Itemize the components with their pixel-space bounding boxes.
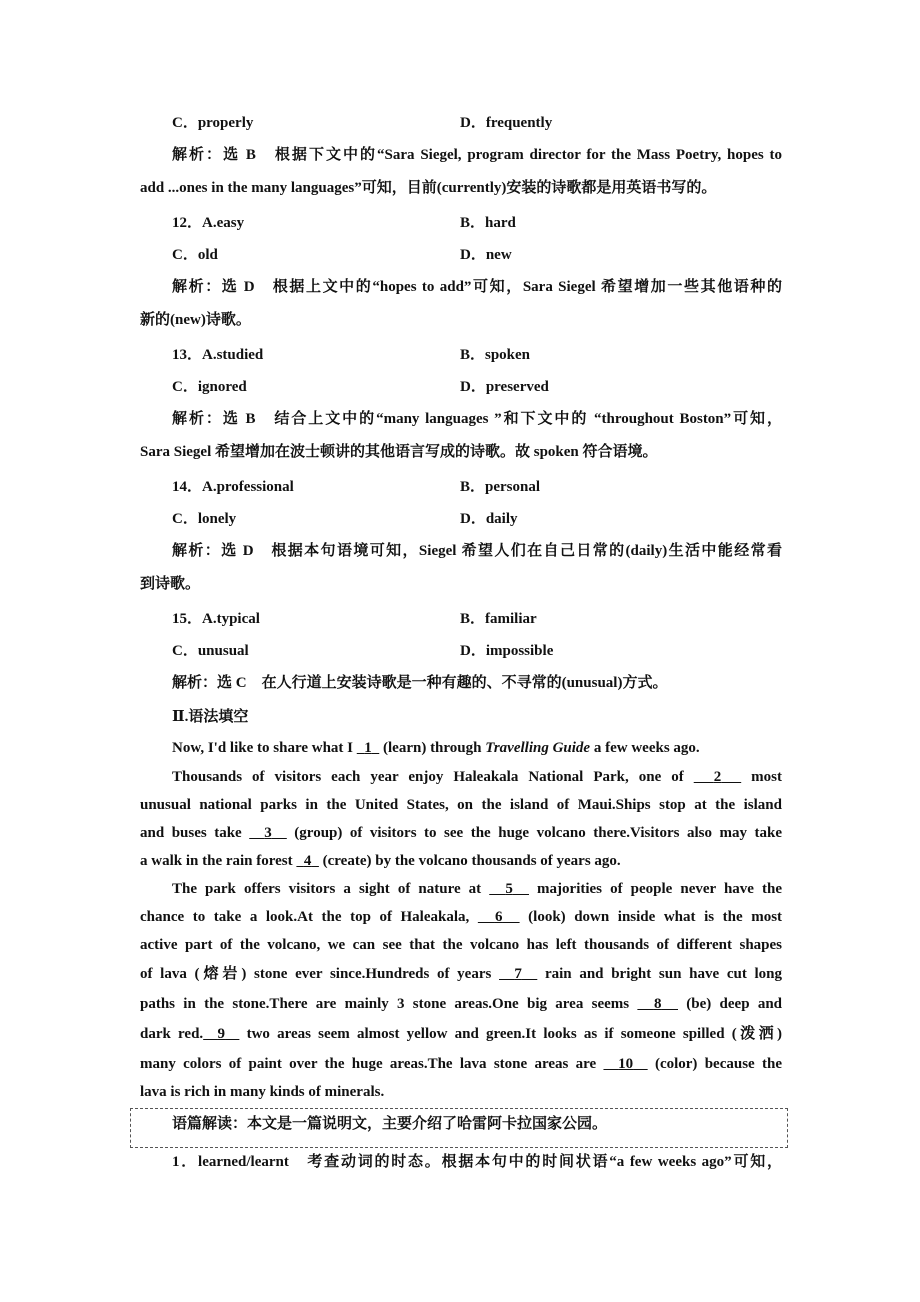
book-title: Travelling Guide: [485, 740, 591, 756]
q12-option-c: C．old: [172, 247, 218, 263]
passage-text: (be) deep and: [678, 996, 783, 1012]
q15-option-c: C．unusual: [172, 643, 249, 659]
blank-4: [296, 853, 319, 869]
section-heading: Ⅱ.语法填空: [172, 709, 249, 725]
passage-line-2: [172, 767, 782, 787]
blank-number: 5: [505, 881, 513, 897]
q14-option-a: 14．A.professional: [172, 479, 294, 495]
blank-2: [694, 769, 741, 785]
reading-note: 语篇解读：本文是一篇说明文，主要介绍了哈雷阿卡拉国家公园。: [172, 1116, 608, 1132]
passage-line-1: [172, 738, 782, 758]
passage-text: (color) because the: [647, 1056, 783, 1072]
blank-8: [637, 996, 678, 1012]
q14-explanation-2: 到诗歌。: [140, 576, 201, 592]
passage-text: paths in the stone.There are mainly 3 stone areas.One big area seems: [140, 996, 638, 1012]
q11-option-c: C．properly: [172, 115, 254, 131]
q12-option-a: 12．A.easy: [172, 215, 245, 231]
blank-number: 8: [653, 996, 662, 1012]
passage-line-5: [140, 851, 782, 871]
blank-10: [603, 1056, 647, 1072]
passage-text: majorities of people never have the: [528, 881, 783, 897]
q12-explanation-1: 解析：选 D 根据上文中的“hopes to add”可知，Sara Siegel 希望增加一些其他语种的: [172, 279, 782, 295]
passage-line-11: [140, 1024, 782, 1044]
q12-explanation-2: 新的(new)诗歌。: [140, 312, 251, 328]
q13-explanation-1: 解析：选 B 结合上文中的“many languages ”和下文中的 “throughout Boston”可知，: [172, 411, 782, 427]
passage-text: most: [741, 769, 783, 785]
q11-explanation-1: 解析：选 B 根据下文中的“Sara Siegel, program director for the Mass Poetry, hopes to: [172, 147, 782, 163]
q15-option-d: D．impossible: [460, 643, 554, 659]
q14-option-d: D．daily: [460, 511, 518, 527]
passage-text: rain and bright sun have cut long: [537, 966, 783, 982]
q11-explanation-2: add ...ones in the many languages”可知，目前(currently)安装的诗歌都是用英语书写的。: [140, 180, 717, 196]
q14-option-b: B．personal: [460, 479, 541, 495]
passage-line-4: [140, 823, 782, 843]
blank-number: 9: [217, 1026, 226, 1042]
q14-option-c: C．lonely: [172, 511, 237, 527]
blank-3: [249, 825, 287, 841]
q14-options-cd: [172, 509, 782, 529]
passage-line-6: [172, 879, 782, 899]
blank-7: [499, 966, 537, 982]
q15-options-cd: [172, 641, 782, 661]
passage-text: of lava (熔岩) stone ever since.Hundreds of years: [140, 966, 500, 982]
passage-text: (look) down inside what is the most: [519, 909, 783, 925]
passage-text: (create) by the volcano thousands of years ago.: [318, 853, 621, 869]
blank-number: 6: [494, 909, 503, 925]
passage-line-13: lava is rich in many kinds of minerals.: [140, 1084, 385, 1100]
passage-text: Thousands of visitors each year enjoy Haleakala National Park, one of: [172, 769, 694, 785]
passage-line-3: unusual national parks in the United States, on the island of Maui.Ships stop at the island: [140, 797, 782, 813]
q15-option-b: B．familiar: [460, 611, 537, 627]
q14-options-ab: [172, 477, 782, 497]
passage-line-8: active part of the volcano, we can see that the volcano has left thousands of different shapes: [140, 937, 782, 953]
q13-option-b: B．spoken: [460, 347, 531, 363]
answer-1: 1．learned/learnt 考查动词的时态。根据本句中的时间状语“a few weeks ago”可知，: [172, 1154, 782, 1170]
passage-text: many colors of paint over the huge areas.The lava stone areas are: [140, 1056, 604, 1072]
passage-text: dark red.: [140, 1026, 204, 1042]
blank-number: 4: [303, 853, 312, 869]
q13-options-cd: [172, 377, 782, 397]
passage-text: two areas seem almost yellow and green.It looks as if someone spilled (泼洒): [239, 1026, 783, 1042]
passage-line-10: [140, 994, 782, 1014]
passage-text: a walk in the rain forest: [140, 853, 297, 869]
passage-text: (learn) through: [379, 740, 486, 756]
q14-explanation-1: 解析：选 D 根据本句语境可知，Siegel 希望人们在自己日常的(daily)生活中能经常看: [172, 543, 782, 559]
q13-option-c: C．ignored: [172, 379, 247, 395]
blank-number: 2: [713, 769, 722, 785]
q12-options-ab: [172, 213, 782, 233]
blank-9: [203, 1026, 239, 1042]
passage-text: chance to take a look.At the top of Haleakala,: [140, 909, 478, 925]
q11-option-d: D．frequently: [460, 115, 553, 131]
blank-number: 1: [364, 740, 372, 756]
passage-line-12: [140, 1054, 782, 1074]
q13-option-a: 13．A.studied: [172, 347, 264, 363]
passage-text: The park offers visitors a sight of nature at: [172, 881, 490, 897]
blank-number: 3: [264, 825, 272, 841]
blank-1: [357, 740, 380, 756]
q13-options-ab: [172, 345, 782, 365]
q12-option-d: D．new: [460, 247, 512, 263]
passage-line-7: [140, 907, 782, 927]
blank-number: 7: [514, 966, 522, 982]
passage-line-9: [140, 964, 782, 984]
q15-option-a: 15．A.typical: [172, 611, 260, 627]
q13-option-d: D．preserved: [460, 379, 549, 395]
q13-explanation-2: Sara Siegel 希望增加在波士顿讲的其他语言写成的诗歌。故 spoken 符合语境。: [140, 444, 658, 460]
blank-number: 10: [618, 1056, 634, 1072]
q15-options-ab: [172, 609, 782, 629]
q12-option-b: B．hard: [460, 215, 516, 231]
blank-6: [478, 909, 520, 925]
blank-5: [489, 881, 529, 897]
passage-text: (group) of visitors to see the huge volcano there.Visitors also may take: [286, 825, 783, 841]
passage-text: and buses take: [140, 825, 250, 841]
passage-text: a few weeks ago.: [590, 740, 700, 756]
q12-options-cd: [172, 245, 782, 265]
q11-options-cd: [172, 113, 782, 133]
passage-text: Now, I'd like to share what I: [172, 740, 357, 756]
q15-explanation-1: 解析：选 C 在人行道上安装诗歌是一种有趣的、不寻常的(unusual)方式。: [172, 675, 668, 691]
